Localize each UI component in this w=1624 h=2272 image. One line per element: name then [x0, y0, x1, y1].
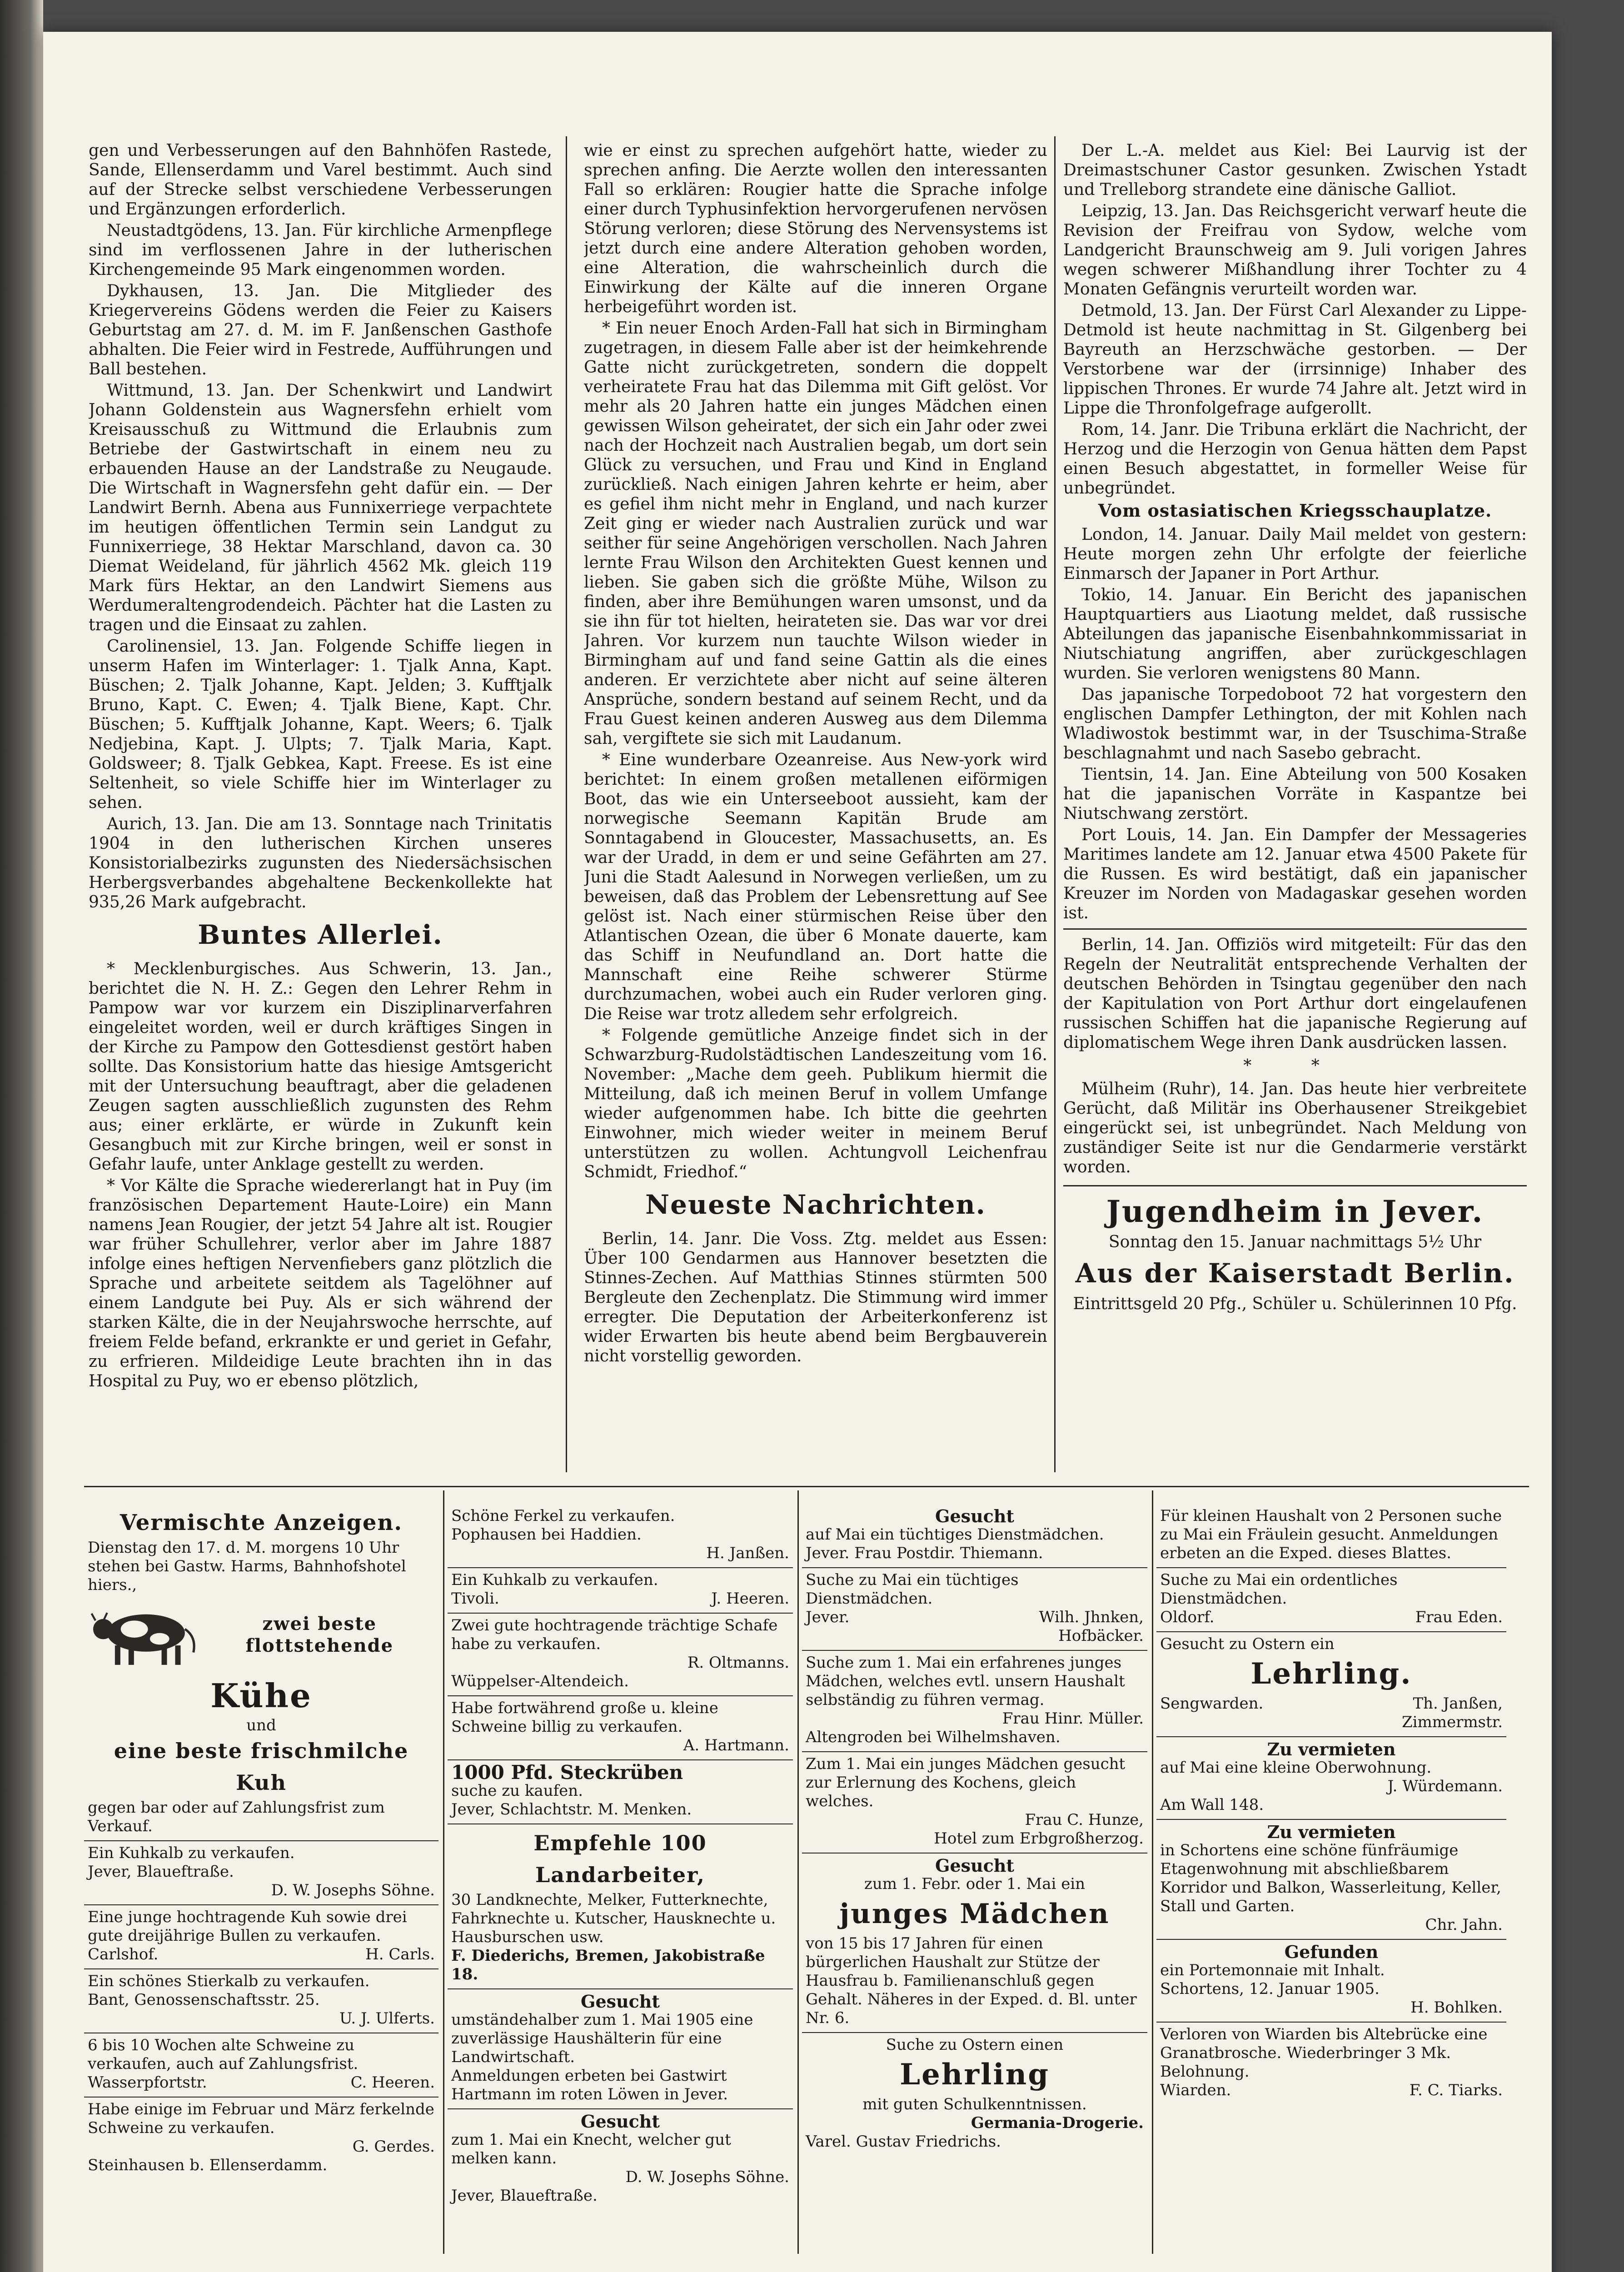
ad-kochen	[802, 1752, 1147, 1853]
ad-heading: Gesucht	[935, 1855, 1014, 1876]
ad-junges-maedchen	[802, 1853, 1147, 2033]
ad-stierkalb	[84, 1969, 438, 2033]
ad-text: Dienstag den 17. d. M. morgens 10 Uhr stehen bei Gastw. Harms, Bahnhofshotel hiers.,	[88, 1539, 406, 1594]
article-torpedoboot: Das japanische Torpedoboot 72 hat vorgestern den englischen Dampfer Lethington, der mit Kohlen nach Wladiwostok bestimmt war, in der Tsuschima-Straße beschlagnahmt und nach Sasebo gebracht.	[1063, 685, 1527, 762]
ad-kuehe-headline: zwei beste flottstehende	[245, 1613, 394, 1656]
ad-dienstmaedchen-eden	[1156, 1568, 1506, 1632]
ad-text: Habe fortwährend große u. kleine Schweine billig zu verkaufen.	[451, 1699, 718, 1736]
page-gutter-shadow	[0, 0, 43, 2272]
article-berlin-tsingtau: Berlin, 14. Jan. Offiziös wird mitgeteilt: Für das den Regeln der Neutralität entsprechende Verhalten der deutschen Behörden in Tsingtau gegenüber den nach der Kapitulation von Port Arthur dort eingelaufenen russischen Schiffen hat die japanische Regierung auf diplomatischem Wege ihren Dank ausdrücken lassen.	[1063, 936, 1527, 1052]
article-dykhausen: Dykhausen, 13. Jan. Die Mitglieder des Kriegervereins Gödens werden die Feier zu Kaisers Geburtstag am 27. d. M. im F. Janßenschen Gasthofe abhalten. Die Feier wird in Festrede, Aufführungen und Ball bestehen.	[89, 282, 552, 379]
ad-headline: Lehrling	[900, 2058, 1050, 2092]
ad-text: Eine junge hochtragende Kuh sowie drei gute dreijährige Bullen zu verkaufen.	[88, 1908, 407, 1945]
ad-signature: Frau Eden.	[1415, 1608, 1503, 1626]
article-enoch-arden: * Ein neuer Enoch Arden-Fall hat sich in Birmingham zugetragen, in diesem Falle aber ist der heimkehrende Gatte nicht zurückgetreten, sondern die doppelt verheiratete Frau hat das Dilemma mit Gift gelöst. Vor mehr als 20 Jahren hatte ein junges Mädchen einen gewissen Wilson geheiratet, der sich ein Jahr oder zwei nach der Hochzeit nach Australien begab, um dort sein Glück zu versuchen, und Frau und Kind in England zurückließ. Nach einigen Jahren kehrte er heim, aber es gefiel ihm nicht mehr in England, und nach kurzer Zeit ging er wieder nach Australien zurück und war seither für seine Angehörigen verschollen. Nach Jahren lernte Frau Wilson den Architekten Guest kennen und lieben. Sie gaben sich die größte Mühe, Wilson zu finden, aber ihre Bemühungen waren umsonst, und da sie ihn für tot hielten, heirateten sie. Das war vor drei Jahren. Vor kurzem nun tauchte Wilson wieder in Birmingham auf und fand seine Gattin als die eines anderen. Er verzichtete aber nicht auf seine älteren Ansprüche, sondern bestand auf seinem Recht, und da Frau Guest keinen anderen Ausweg aus dem Dilemma sah, vergiftete sie sich mit Laudanum.	[584, 319, 1047, 748]
ads-heading: Vermischte Anzeigen.	[120, 1510, 403, 1535]
ad-place: Oldorf.	[1160, 1608, 1215, 1626]
column-rule	[1054, 136, 1056, 1472]
ad-dienstmaedchen-thiemann	[802, 1504, 1147, 1568]
ad-text: Suche zum 1. Mai ein erfahrenes junges Mädchen, welches evtl. unsern Haushalt selbständig zu führen vermag.	[806, 1654, 1125, 1709]
ad-column-rule	[797, 1490, 799, 2254]
ad-text: mit guten Schulkenntnissen.	[862, 2095, 1087, 2113]
ad-kuhkalb-tivoli	[448, 1568, 793, 1614]
ad-text: Ein Kuhkalb zu verkaufen.	[88, 1844, 295, 1862]
ad-signature: D. W. Josephs Söhne.	[271, 1881, 435, 1899]
ad-text: 30 Landknechte, Melker, Futterknechte, Fahrknechte u. Kutscher, Hausknechte u. Hausburschen usw.	[451, 1891, 776, 1946]
ad-lehrling-janssen	[1156, 1632, 1506, 1737]
newspaper-page	[43, 32, 1552, 2272]
article-ozeanreise: * Eine wunderbare Ozeanreise. Aus New-york wird berichtet: In einem großen metallenen eiförmigen Boot, das wie ein Unterseeboot aussieht, kam der norwegische Seemann Kapitän Brude am Sonntagabend in Gloucester, Massachusetts, an. Es war der Uradd, in dem er und seine Gefährten am 27. Juni die Stadt Aalesund in Norwegen verließen, um zu beweisen, daß das Problem der Lebensrettung auf See gelöst ist. Nach einer stürmischen Reise über den Atlantischen Ozean, die über 6 Monate dauerte, kam das Schiff in Neufundland an. Dort hatte die Mannschaft eine Reihe schwerer Stürme durchzumachen, wobei auch ein Ruder verloren ging. Die Reise war trotz alledem sehr erfolgreich.	[584, 751, 1047, 1023]
ad-place: Schortens, 12. Januar 1905.	[1160, 1980, 1380, 1998]
ad-heading: Gefunden	[1284, 1942, 1379, 1962]
ad-junges-maedchen-mueller	[802, 1651, 1147, 1752]
article-wittmund: Wittmund, 13. Jan. Der Schenkwirt und Landwirt Johann Goldenstein aus Wagnersfehn erhielt vom Kreisausschuß zu Wittmund die Erlaubnis zum Betriebe der Gastwirtschaft in einem neu zu erbauenden Hause an der Landstraße zu Neugaude. Die Wirtschaft in Wagnersfehn geht dafür ein. — Der Landwirt Bernh. Abena aus Funnixerriege verpachtete im heutigen öffentlichen Termin sein Landgut zu Funnixerriege, 38 Hektar Marschland, davon ca. 30 Diemat Weideland, für jährlich 4562 Mk. gleich 119 Mark fürs Hektar, an den Landwirt Siemens aus Werdumeraltengrodendeich. Pächter hat die Lasten zu tragen und die Einsaat zu zahlen.	[89, 381, 552, 634]
ad-signature: F. C. Tiarks.	[1409, 2081, 1503, 2099]
section-heading-kriegsschauplatz: Vom ostasiatischen Kriegsschauplatze.	[1098, 500, 1492, 521]
article-london: London, 14. Januar. Daily Mail meldet von gestern: Heute morgen zehn Uhr erfolgte der feierliche Einmarsch der Japaner in Port Arthur.	[1063, 525, 1527, 583]
ad-signature: H. Janßen.	[706, 1544, 789, 1562]
ad-place: Sengwarden.	[1160, 1694, 1264, 1713]
article-leipzig: Leipzig, 13. Jan. Das Reichsgericht verwarf heute die Revision der Freifrau von Sydow, welche vom Landgericht Braunschweig am 9. Juli vorigen Jahres wegen schwerer Mißhandlung ihrer Tochter zu 4 Monaten Gefängnis verurteilt worden war.	[1063, 202, 1527, 299]
ad-schafe	[448, 1614, 793, 1696]
ad-signature: Germania-Drogerie.	[971, 2114, 1144, 2132]
ad-landarbeiter	[448, 1824, 793, 1989]
ad-column-rule	[443, 1490, 444, 2254]
ad-text: Zwei gute hochtragende trächtige Schafe habe zu verkaufen.	[451, 1616, 778, 1653]
ad-signature: H. Carls.	[365, 1945, 435, 1963]
section-rule	[84, 1486, 1529, 1487]
announcement-subtitle: Aus der Kaiserstadt Berlin.	[1075, 1258, 1515, 1289]
ad-place: Altengroden bei Wilhelmshaven.	[806, 1728, 1061, 1746]
ad-fraeulein	[1156, 1504, 1506, 1568]
ad-text: Habe einige im Februar und März ferkelnde Schweine zu verkaufen.	[88, 2100, 434, 2137]
section-heading-neueste-nachrichten: Neueste Nachrichten.	[645, 1189, 986, 1220]
ad-signature: A. Hartmann.	[683, 1736, 789, 1754]
announcement-title: Jugendheim in Jever.	[1106, 1194, 1484, 1229]
ad-signature: F. Diederichs, Bremen, Jakobistraße 18.	[451, 1947, 765, 1983]
ad-text: und	[246, 1716, 276, 1734]
article-rom: Rom, 14. Janr. Die Tribuna erklärt die Nachricht, der Herzog und die Herzogin von Genua hätten dem Papst einen Besuch abgestattet, in formeller Weise für unbegründet.	[1063, 420, 1527, 498]
ad-signature: Frau Hinr. Müller.	[1002, 1709, 1144, 1728]
ad-signature: H. Bohlken.	[1410, 1998, 1503, 2017]
ad-place: Carlshof.	[88, 1945, 159, 1963]
ad-place: Wiarden.	[1160, 2081, 1231, 2099]
ad-lehrling-drogerie	[802, 2033, 1147, 2156]
ad-text: Für kleinen Haushalt von 2 Personen suche zu Mai ein Fräulein gesucht. Anmeldungen erbeten an die Exped. dieses Blattes.	[1160, 1507, 1502, 1562]
ad-column-rule	[1152, 1490, 1153, 2254]
ad-kuhkalb	[84, 1841, 438, 1905]
ad-heading: Gesucht	[581, 1991, 660, 2012]
ad-text: suche zu kaufen.	[451, 1782, 583, 1800]
ad-signature: G. Gerdes.	[352, 2137, 435, 2156]
ad-headline: 1000 Pfd. Steckrüben	[451, 1761, 683, 1784]
ad-haushaelterin	[448, 1989, 793, 2109]
article-detmold: Detmold, 13. Jan. Der Fürst Carl Alexander zu Lippe-Detmold ist heute nachmittag in St. Gilgenberg bei Bayreuth an Herzschwäche gestorben. — Der Verstorbene war der (irrsinnige) Inhaber des lippischen Thrones. Er wurde 74 Jahre alt. Jetzt wird in Lippe die Thronfolgefrage aufgerollt.	[1063, 301, 1527, 418]
divider	[1063, 1185, 1527, 1186]
ad-signature: Th. Janßen, Zimmermstr.	[1401, 1694, 1503, 1731]
article-text: gen und Verbesserungen auf den Bahnhöfen Rastede, Sande, Ellenserdamm und Varel bestimmt. Auch sind auf der Strecke selbst verschiedene Verbesserungen und Ergänzungen erforderlich.	[89, 141, 552, 219]
ad-place: Varel. Gustav Friedrichs.	[806, 2132, 1001, 2151]
ad-heading: Zu vermieten	[1267, 1822, 1396, 1842]
ad-oberwohnung	[1156, 1737, 1506, 1820]
ad-verloren	[1156, 2023, 1506, 2104]
ad-text: auf Mai ein tüchtiges Dienstmädchen.	[806, 1525, 1104, 1544]
ad-text: ein Portemonnaie mit Inhalt.	[1160, 1961, 1385, 1979]
ad-place: Jever, Blaueftraße.	[451, 2187, 598, 2205]
ad-text: umständehalber zum 1. Mai 1905 eine zuverlässige Haushälterin für eine Landwirtschaft.	[451, 2011, 753, 2066]
ad-signature: Frau C. Hunze,	[1025, 1811, 1144, 1829]
ad-signature: D. W. Josephs Söhne.	[625, 2168, 789, 2186]
article-aurich: Aurich, 13. Jan. Die am 13. Sonntage nach Trinitatis 1904 in den lutherischen Kirchen unseres Konsistorialbezirks zugunsten des Niedersächsischen Herbergsverbandes abgehaltene Beckenkollekte hat 935,26 Mark aufgebracht.	[89, 815, 552, 912]
column-3	[1063, 141, 1527, 1481]
ad-text: Ein Kuhkalb zu verkaufen.	[451, 1571, 658, 1589]
ad-signature: Jever, Schlachtstr. M. Menken.	[451, 1800, 692, 1819]
ad-kuehe	[84, 1504, 438, 1841]
ads-column-1	[84, 1504, 438, 2272]
ad-text: zum 1. Mai ein Knecht, welcher gut melken kann.	[451, 2131, 731, 2167]
ad-text: zum 1. Febr. oder 1. Mai ein	[864, 1875, 1086, 1893]
ad-headline: Lehrling.	[1250, 1657, 1412, 1691]
announcement-date: Sonntag den 15. Januar nachmittags 5½ Uhr	[1108, 1233, 1482, 1251]
ad-text: Schöne Ferkel zu verkaufen.	[451, 1507, 675, 1525]
ad-text: Suche zu Mai ein tüchtiges Dienstmädchen.	[806, 1571, 1019, 1608]
ad-place: Wasserpfortstr.	[88, 2073, 207, 2092]
article-neustadtgoedens: Neustadtgödens, 13. Jan. Für kirchliche Armenpflege sind im verflossenen Jahre in der lutherischen Kirchengemeinde 95 Mark eingenommen worden.	[89, 221, 552, 279]
ad-place: Tivoli.	[451, 1589, 499, 1608]
ad-text: Ein schönes Stierkalb zu verkaufen.	[88, 1972, 370, 1990]
ad-text: Jever, Blaueftraße.	[88, 1863, 234, 1881]
announcement-price: Eintrittsgeld 20 Pfg., Schüler u. Schülerinnen 10 Pfg.	[1073, 1295, 1517, 1313]
ad-schweine	[84, 2033, 438, 2098]
article-kiel: Der L.-A. meldet aus Kiel: Bei Laurvig ist der Dreimastschuner Castor gesunken. Zwischen Ystadt und Trelleborg strandete eine dänische Galliot.	[1063, 141, 1527, 199]
ad-text: von 15 bis 17 Jahren für einen bürgerlichen Haushalt zur Stütze der Hausfrau b. Familienanschluß gegen Gehalt. Näheres in der Exped. d. Bl. unter Nr. 6.	[806, 1934, 1137, 2027]
ad-signature: U. J. Ulferts.	[339, 2009, 435, 2028]
article-mecklenburgisches: * Mecklenburgisches. Aus Schwerin, 13. Jan., berichtet die N. H. Z.: Gegen den Lehrer Rehm in Pampow war vor kurzem ein Disziplinarverfahren eingeleitet worden, weil er durch kräftiges Singen in der Kirche zu Pampow den Gottesdienst gestört haben sollte. Das Konsistorium hatte das hiesige Amtsgericht mit der Untersuchung beauftragt, aber die geladenen Zeugen sagten ausschließlich zugunsten des Rehm aus; einer erklärte, er würde in Zukunft kein Gesangbuch mit zur Kirche bringen, weil er sonst in Gefahr laufe, unter Anklage gestellt zu werden.	[89, 960, 552, 1174]
ad-place: Pophausen bei Haddien.	[451, 1525, 642, 1544]
ad-place: Wüppelser-Altendeich.	[451, 1672, 629, 1690]
separator-stars: * *	[1243, 1056, 1347, 1075]
ad-signature: J. Würdemann.	[1387, 1777, 1503, 1795]
ads-column-2	[448, 1504, 793, 2272]
ad-text: Anmeldungen erbeten bei Gastwirt Hartmann im roten Löwen in Jever.	[451, 2067, 728, 2103]
column-2	[584, 141, 1047, 1481]
ad-text: Verloren von Wiarden bis Altebrücke eine Granatbrosche. Wiederbringer 3 Mk. Belohnung.	[1160, 2025, 1488, 2081]
ads-column-3	[802, 1504, 1147, 2272]
article-kaelte-sprache: * Vor Kälte die Sprache wiedererlangt hat in Puy (im französischen Departement Haute-Loire) ein Mann namens Jean Rougier, der jetzt 54 Jahre alt ist. Rougier war früher Schullehrer, verlor aber im Jahre 1887 infolge eines heftigen Nervenfiebers ganz plötzlich die Sprache und arbeitete seitdem als Tagelöhner auf einem Landgute bei Puy. Als er sich während der starken Kälte, die in der Neujahrswoche herrschte, auf freiem Felde befand, erkrankte er und geriet in Gefahr, zu erfrieren. Mildeidige Leute brachten ihn in das Hospital zu Puy, wo er ebenso plötzlich,	[89, 1176, 552, 1390]
article-carolinensiel: Carolinensiel, 13. Jan. Folgende Schiffe liegen in unserm Hafen im Winterlager: 1. Tjalk Anna, Kapt. Büschen; 2. Tjalk Johanne, Kapt. Jelden; 3. Kufftjalk Bruno, Kapt. C. Ewen; 4. Tjalk Biene, Kapt. Chr. Büschen; 5. Kufftjalk Johanne, Kapt. Weers; 6. Tjalk Nedjebina, Kapt. J. Ulpts; 7. Tjalk Maria, Kapt. Goldsweer; 8. Tjalk Gebkea, Kapt. Freese. Es ist eine Seltenheit, so viele Schiffe hier im Winterlager zu sehen.	[89, 637, 552, 812]
ad-schweine-hartmann	[448, 1696, 793, 1760]
ad-text: Gesucht zu Ostern ein	[1160, 1635, 1335, 1653]
article-berlin-essen: Berlin, 14. Janr. Die Voss. Ztg. meldet aus Essen: Über 100 Gendarmen aus Hannover besetzten die Stinnes-Zechen. Auf Matthias Stinnes stürmten 500 Bergleute den Zechenplatz. Die Stimmung wird immer erregter. Die Deputation der Arbeiterkonferenz ist wider Erwarten bis heute abend beim Bergbauverein nicht vorstellig geworden.	[584, 1230, 1047, 1365]
ad-steckrueben	[448, 1760, 793, 1824]
article-tokio: Tokio, 14. Januar. Ein Bericht des japanischen Hauptquartiers aus Liaotung meldet, daß russische Abteilungen das japanische Eisenbahnkommissariat in Niutschiatung angriffen, aber zurückgeschlagen wurden. Sie verloren wenigstens 80 Mann.	[1063, 586, 1527, 683]
ad-signature: C. Heeren.	[350, 2073, 435, 2092]
ad-etagenwohnung	[1156, 1820, 1506, 1940]
ad-text: gegen bar oder auf Zahlungsfrist zum Verkauf.	[88, 1799, 385, 1835]
ad-signature: Wilh. Jhnken, Hofbäcker.	[1039, 1608, 1144, 1645]
ad-knecht	[448, 2109, 793, 2210]
ad-signature: J. Heeren.	[711, 1589, 789, 1608]
article-text: wie er einst zu sprechen aufgehört hatte, wieder zu sprechen anfing. Die Aerzte wollen den interessanten Fall so erklären: Rougier hatte die Sprache infolge einer durch Typhusinfektion hervorgerufenen nervösen Störung verloren; diese Störung des Nervensystems ist jetzt durch eine andere Alteration gehoben worden, eine Alteration, die wahrscheinlich durch die Einwirkung der Kälte auf die inneren Organe herbeigeführt worden ist.	[584, 141, 1047, 316]
ad-kuehe-title: Kühe	[210, 1676, 312, 1715]
ad-heading: Gesucht	[581, 2111, 660, 2132]
cow-illustration	[88, 1596, 204, 1674]
ad-signature: R. Oltmanns.	[687, 1654, 789, 1672]
ad-text: 6 bis 10 Wochen alte Schweine zu verkaufen, auch auf Zahlungsfrist.	[88, 2036, 359, 2073]
ad-place: Jever.	[806, 1608, 850, 1626]
ad-hochtragende-kuh	[84, 1905, 438, 1969]
ad-gefunden	[1156, 1940, 1506, 2023]
article-gemuetliche-anzeige: * Folgende gemütliche Anzeige findet sich in der Schwarzburg-Rudolstädtischen Landeszeitung vom 16. November: „Mache dem geeh. Publikum hiermit die Mitteilung, daß ich meinen Beruf in vollem Umfange wieder aufgenommen habe. Ich bitte die geehrten Einwohner, mich wieder weiter in meinem Beruf unterstützen zu wollen. Achtungvoll Leichenfrau Schmidt, Friedhof.“	[584, 1026, 1047, 1181]
ad-text: Zum 1. Mai ein junges Mädchen gesucht zur Erlernung des Kochens, gleich welches.	[806, 1755, 1126, 1810]
ad-ferkel	[448, 1504, 793, 1568]
ad-place: Am Wall 148.	[1160, 1796, 1264, 1814]
ad-heading: Gesucht	[935, 1506, 1014, 1526]
ad-place: Steinhausen b. Ellenserdamm.	[88, 2156, 328, 2174]
ad-place: Bant, Genossenschaftsstr. 25.	[88, 1991, 320, 2009]
ad-text: Suche zu Ostern einen	[886, 2036, 1064, 2054]
ad-dienstmaedchen-jhnken	[802, 1568, 1147, 1651]
column-rule	[566, 136, 567, 1472]
divider	[1063, 928, 1527, 930]
article-tientsin: Tientsin, 14. Jan. Eine Abteilung von 500 Kosaken hat die japanischen Vorräte in Kaspantze bei Niutschwang zerstört.	[1063, 765, 1527, 823]
ad-heading: Zu vermieten	[1267, 1739, 1396, 1759]
ad-place: Hotel zum Erbgroßherzog.	[934, 1829, 1144, 1848]
ad-text: Suche zu Mai ein ordentliches Dienstmädchen.	[1160, 1571, 1398, 1608]
ads-column-4	[1156, 1504, 1506, 2272]
ad-text: auf Mai eine kleine Oberwohnung.	[1160, 1759, 1432, 1777]
column-1	[89, 141, 552, 1481]
article-muelheim: Mülheim (Ruhr), 14. Jan. Das heute hier verbreitete Gerücht, daß Militär ins Oberhausener Streikgebiet eingerückt sei, ist unbegründet. Nach Meldung von zuständiger Seite ist nur die Gendarmerie verstärkt worden.	[1063, 1080, 1527, 1176]
ad-kuh-title: eine beste frischmilche Kuh	[114, 1739, 409, 1795]
ad-ferkelnde-schweine	[84, 2098, 438, 2179]
article-port-louis: Port Louis, 14. Jan. Ein Dampfer der Messageries Maritimes landete am 12. Januar etwa 4500 Pakete für die Russen. Es wird bestätigt, daß ein japanischer Kreuzer im Norden von Madagaskar gesehen worden ist.	[1063, 826, 1527, 922]
ad-text: in Schortens eine schöne fünfräumige Etagenwohnung mit abschließbarem Korridor und Balkon, Wasserleitung, Keller, Stall und Garten.	[1160, 1841, 1501, 1915]
ad-signature: Chr. Jahn.	[1425, 1916, 1503, 1934]
ad-signature: Jever. Frau Postdir. Thiemann.	[806, 1544, 1043, 1562]
ad-headline: Empfehle 100 Landarbeiter,	[533, 1831, 707, 1887]
ad-headline: junges Mädchen	[839, 1898, 1110, 1930]
section-heading-buntes-allerlei: Buntes Allerlei.	[198, 919, 443, 950]
